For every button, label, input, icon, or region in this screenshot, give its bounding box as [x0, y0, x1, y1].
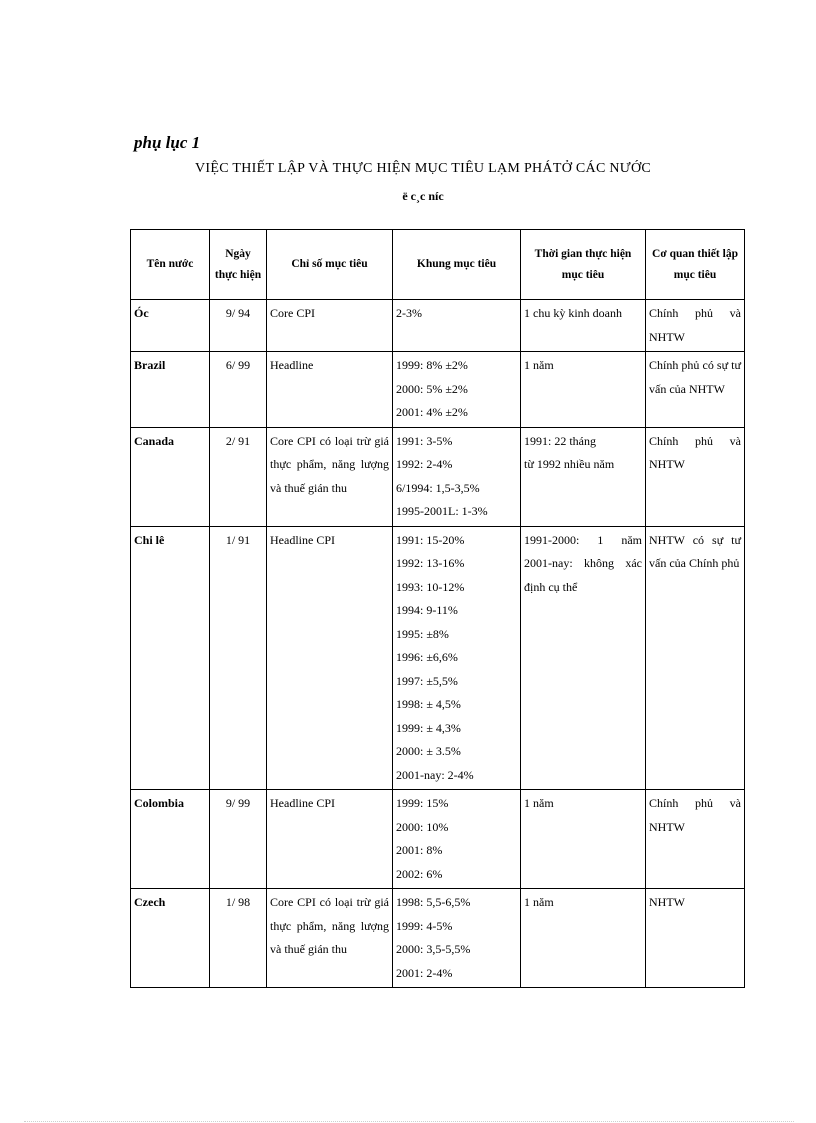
cell-body: Chính phủ và NHTW	[646, 300, 745, 352]
target-line: 6/1994: 1,5-3,5%	[396, 480, 480, 495]
table-header	[131, 230, 745, 300]
cell-date: 2/ 91	[210, 427, 267, 526]
target-line: 2000: 5% ±2%	[396, 381, 468, 396]
target-line: 1992: 13-16%	[396, 556, 465, 570]
header-date: Ngày thực hiện	[210, 230, 267, 300]
cell-target	[393, 790, 521, 889]
cell-target	[393, 300, 521, 352]
target-line: 1995-2001L: 1-3%	[396, 504, 488, 518]
period-line: 1 năm	[524, 358, 554, 372]
target-line: 1999: ± 4,3%	[396, 720, 461, 735]
header-country: Tên nước	[131, 230, 210, 300]
target-line: 1997: ±5,5%	[396, 673, 458, 688]
cell-date: 1/ 98	[210, 889, 267, 988]
target-line: 2000: 3,5-5,5%	[396, 942, 471, 956]
cell-country: Canada	[131, 427, 210, 526]
cell-date: 9/ 94	[210, 300, 267, 352]
target-line: 2001: 4% ±2%	[396, 405, 468, 419]
cell-date: 9/ 99	[210, 790, 267, 889]
header-index: Chỉ số mục tiêu	[267, 230, 393, 300]
cell-index: Core CPI có loại trừ giá thực phẩm, năng lượng và thuế gián thu	[267, 427, 393, 526]
period-line: 1 năm	[524, 796, 554, 810]
cell-period	[521, 352, 646, 428]
cell-body: Chính phủ và NHTW	[646, 790, 745, 889]
cell-country: Czech	[131, 889, 210, 988]
target-line: 2001-nay: 2-4%	[396, 767, 474, 782]
cell-target	[393, 526, 521, 790]
cell-index: Headline	[267, 352, 393, 428]
target-line: 1996: ±6,6%	[396, 650, 458, 664]
target-line: 2000: ± 3.5%	[396, 744, 461, 758]
target-line: 1993: 10-12%	[396, 579, 465, 594]
table-row	[131, 889, 745, 988]
cell-body: Chính phủ có sự tư vấn của NHTW	[646, 352, 745, 428]
cell-index: Core CPI có loại trừ giá thực phẩm, năng lượng và thuế gián thu	[267, 889, 393, 988]
cell-country: Chi lê	[131, 526, 210, 790]
table-row	[131, 790, 745, 889]
table-body	[131, 300, 745, 988]
cell-target	[393, 427, 521, 526]
cell-target	[393, 352, 521, 428]
cell-period	[521, 790, 646, 889]
cell-index: Core CPI	[267, 300, 393, 352]
cell-country: Brazil	[131, 352, 210, 428]
cell-country: Colombia	[131, 790, 210, 889]
cell-index: Headline CPI	[267, 526, 393, 790]
target-line: 1994: 9-11%	[396, 603, 458, 617]
cell-body: NHTW	[646, 889, 745, 988]
footer-divider	[24, 1121, 794, 1122]
cell-index: Headline CPI	[267, 790, 393, 889]
target-line: 1999: 8% ±2%	[396, 358, 468, 372]
target-line: 1991: 3-5%	[396, 433, 453, 448]
header-body: Cơ quan thiết lập mục tiêu	[646, 230, 745, 300]
target-line: 1998: 5,5-6,5%	[396, 895, 471, 909]
appendix-label: phụ lục 1	[134, 133, 201, 152]
cell-body: NHTW có sự tư vấn của Chính phủ	[646, 526, 745, 790]
cell-period	[521, 889, 646, 988]
target-line: 2-3%	[396, 306, 422, 320]
header-row	[131, 230, 745, 300]
header-period: Thời gian thực hiện mục tiêu	[521, 230, 646, 300]
table-row	[131, 526, 745, 790]
cell-body: Chính phủ và NHTW	[646, 427, 745, 526]
target-line: 1991: 15-20%	[396, 532, 465, 547]
target-line: 2000: 10%	[396, 819, 449, 834]
period-line: 1991: 22 tháng	[524, 433, 596, 448]
target-line: 1992: 2-4%	[396, 457, 453, 471]
target-line: 2001: 2-4%	[396, 965, 453, 980]
table-row	[131, 427, 745, 526]
document-title: VIỆC THIẾT LẬP VÀ THỰC HIỆN MỤC TIÊU LẠM PHÁTỞ CÁC NƯỚC	[194, 161, 652, 176]
period-line: từ 1992 nhiều năm	[524, 457, 615, 471]
cell-country: Óc	[131, 300, 210, 352]
cell-date: 6/ 99	[210, 352, 267, 428]
period-line: 1991-2000: 1 năm 2001-nay: không xác định cụ thể	[524, 532, 642, 594]
cell-period	[521, 427, 646, 526]
cell-period	[521, 526, 646, 790]
header-target: Khung mục tiêu	[393, 230, 521, 300]
period-line: 1 chu kỳ kinh doanh	[524, 306, 622, 320]
cell-period	[521, 300, 646, 352]
table-row	[131, 300, 745, 352]
target-line: 1998: ± 4,5%	[396, 697, 461, 711]
cell-date: 1/ 91	[210, 526, 267, 790]
target-line: 1999: 15%	[396, 796, 449, 810]
inflation-targeting-table	[130, 229, 745, 988]
target-line: 2002: 6%	[396, 866, 443, 881]
cell-target	[393, 889, 521, 988]
document-subtitle: ë c¸c níc	[402, 189, 444, 203]
target-line: 2001: 8%	[396, 843, 443, 857]
table-row	[131, 352, 745, 428]
target-line: 1999: 4-5%	[396, 918, 453, 933]
period-line: 1 năm	[524, 895, 554, 909]
target-line: 1995: ±8%	[396, 626, 449, 641]
